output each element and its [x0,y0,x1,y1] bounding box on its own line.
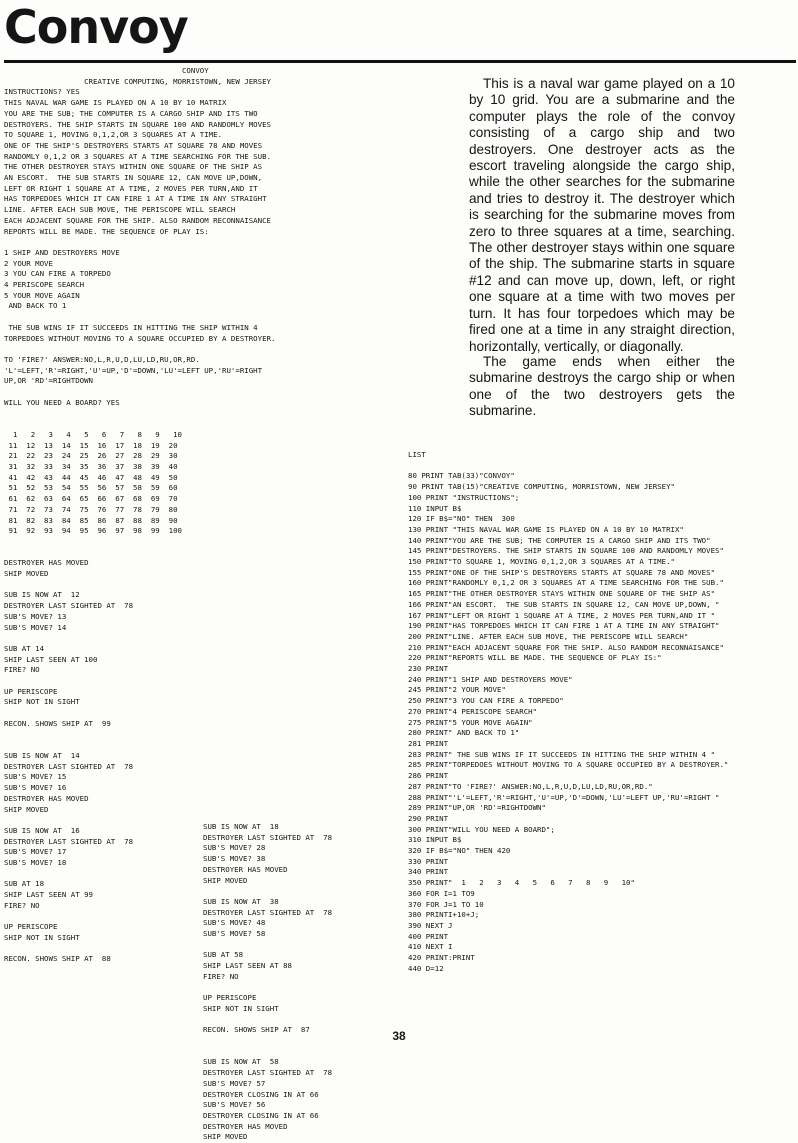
sample-run-left: CONVOY CREATIVE COMPUTING, MORRISTOWN, NEW JERSEY INSTRUCTIONS? YES THIS NAVAL WAR GAME IS PLAYED ON A 10 BY 10 MATRIX YOU ARE THE SUB; THE COMPUTER IS A CARGO SHIP AND ITS TWO DESTROYERS. THE SHIP STARTS IN SQUARE 100 AND RANDOMLY MOVES TO SQUARE 1, MOVING 0,1,2,OR 3 SQUARES AT A TIME. ONE OF THE SHIP'S DESTROYERS STARTS AT SQUARE 78 AND MOVES RANDOMLY 0,1,2 OR 3 SQUARES AT A TIME SEARCHING FOR THE SUB. THE OTHER DESTROYER STAYS WITHIN ONE SQUARE OF THE SHIP AS AN ESCORT. THE SUB STARTS IN SQUARE 12, CAN MOVE UP,DOWN, LEFT OR RIGHT 1 SQUARE AT A TIME, 2 MOVES PER TURN,AND IT HAS TORPEDOES WHICH IT CAN FIRE 1 AT A TIME IN ANY STRAIGHT LINE. AFTER EACH SUB MOVE, THE PERISCOPE WILL SEARCH EACH ADJACENT SQUARE FOR THE SHIP. ALSO RANDOM RECONNAISANCE REPORTS WILL BE MADE. THE SEQUENCE OF PLAY IS: 1 SHIP AND DESTROYERS MOVE 2 YOUR MOVE 3 YOU CAN FIRE A TORPEDO 4 PERISCOPE SEARCH 5 YOUR MOVE AGAIN AND BACK TO 1 THE SUB WINS IF IT SUCCEEDS IN HITTING THE SHIP WITHIN 4 TORPEDOES WITHOUT MOVING TO A SQUARE OCCUPIED BY A DESTROYER. TO 'FIRE?' ANSWER:NO,L,R,U,D,LU,LD,RU,OR,RD. 'L'=LEFT,'R'=RIGHT,'U'=UP,'D'=DOWN,'LU'=LEFT UP,'RU'=RIGHT UP,OR 'RD'=RIGHTDOWN WILL YOU NEED A BOARD? YES 1 2 3 4 5 6 7 8 9 10 11 12 13 14 15 16 17 18 19 20 21 22 23 24 25 26 27 28 29 30 31 32 33 34 35 36 37 38 39 40 41 42 43 44 45 46 47 48 49 50 51 52 53 54 55 56 57 58 59 60 61 62 63 64 65 66 67 68 69 70 71 72 73 74 75 76 77 78 79 80 81 82 83 84 85 86 87 88 89 90 91 92 93 94 95 96 97 98 99 100 DESTROYER HAS MOVED SHIP MOVED SUB IS NOW AT 12 DESTROYER LAST SIGHTED AT 78 SUB'S MOVE? 13 SUB'S MOVE? 14 SUB AT 14 SHIP LAST SEEN AT 100 FIRE? NO UP PERISCOPE SHIP NOT IN SIGHT RECON. SHOWS SHIP AT 99 SUB IS NOW AT 14 DESTROYER LAST SIGHTED AT 78 SUB'S MOVE? 15 SUB'S MOVE? 16 DESTROYER HAS MOVED SHIP MOVED SUB IS NOW AT 16 DESTROYER LAST SIGHTED AT 78 SUB'S MOVE? 17 SUB'S MOVE? 18 SUB AT 18 SHIP LAST SEEN AT 99 FIRE? NO UP PERISCOPE SHIP NOT IN SIGHT RECON. SHOWS SHIP AT 88 [4,66,276,964]
page-number: 38 [392,1029,406,1043]
sample-run-right: SUB IS NOW AT 18 DESTROYER LAST SIGHTED AT 78 SUB'S MOVE? 28 SUB'S MOVE? 38 DESTROYER HAS MOVED SHIP MOVED SUB IS NOW AT 38 DESTROYER LAST SIGHTED AT 78 SUB'S MOVE? 48 SUB'S MOVE? 58 SUB AT 58 SHIP LAST SEEN AT 88 FIRE? NO UP PERISCOPE SHIP NOT IN SIGHT RECON. SHOWS SHIP AT 87 SUB IS NOW AT 58 DESTROYER LAST SIGHTED AT 78 SUB'S MOVE? 57 DESTROYER CLOSING IN AT 66 SUB'S MOVE? 56 DESTROYER CLOSING IN AT 66 DESTROYER HAS MOVED SHIP MOVED [203,822,333,1142]
title-rule [4,60,796,63]
program-listing: LIST 80 PRINT TAB(33)"CONVOY" 90 PRINT TAB(15)"CREATIVE COMPUTING, MORRISTOWN, NEW JERSEY" 100 PRINT "INSTRUCTIONS"; 110 INPUT B$ 120 IF B$="NO" THEN 300 130 PRINT "THIS NAVAL WAR GAME IS PLAYED ON A 10 BY 10 MATRIX" 140 PRINT"YOU ARE THE SUB; THE COMPUTER IS A CARGO SHIP AND ITS TWO" 145 PRINT"DESTROYERS. THE SHIP STARTS IN SQUARE 100 AND RANDOMLY MOVES" 150 PRINT"TO SQUARE 1, MOVING 0,1,2,OR 3 SQUARES AT A TIME." 155 PRINT"ONE OF THE SHIP'S DESTROYERS STARTS AT SQUARE 78 AND MOVES" 160 PRINT"RANDOMLY 0,1,2 OR 3 SQUARES AT A TIME SEARCHING FOR THE SUB." 165 PRINT"THE OTHER DESTROYER STAYS WITHIN ONE SQUARE OF THE SHIP AS" 166 PRINT"AN ESCORT. THE SUB STARTS IN SQUARE 12, CAN MOVE UP,DOWN, " 167 PRINT"LEFT OR RIGHT 1 SQUARE AT A TIME, 2 MOVES PER TURN,AND IT " 190 PRINT"HAS TORPEDOES WHICH IT CAN FIRE 1 AT A TIME IN ANY STRAIGHT" 200 PRINT"LINE. AFTER EACH SUB MOVE, THE PERISCOPE WILL SEARCH" 210 PRINT"EACH ADJACENT SQUARE FOR THE SHIP. ALSO RANDOM RECONNAISANCE" 220 PRINT"REPORTS WILL BE MADE. THE SEQUENCE OF PLAY IS:" 230 PRINT 240 PRINT"1 SHIP AND DESTROYERS MOVE" 245 PRINT"2 YOUR MOVE" 250 PRINT"3 YOU CAN FIRE A TORPEDO" 270 PRINT"4 PERISCOPE SEARCH" 275 PRINT"5 YOUR MOVE AGAIN" 280 PRINT" AND BACK TO 1" 281 PRINT 283 PRINT" THE SUB WINS IF IT SUCCEEDS IN HITTING THE SHIP WITHIN 4 " 285 PRINT"TORPEDOES WITHOUT MOVING TO A SQUARE OCCUPIED BY A DESTROYER." 286 PRINT 287 PRINT"TO 'FIRE?' ANSWER:NO,L,R,U,D,LU,LD,RU,OR,RD." 288 PRINT"'L'=LEFT,'R'=RIGHT,'U'=UP,'D'=DOWN,'LU'=LEFT UP,'RU'=RIGHT " 289 PRINT"UP,OR 'RD'=RIGHTDOWN" 290 PRINT 300 PRINT"WILL YOU NEED A BOARD"; 310 INPUT B$ 320 IF B$="NO" THEN 420 330 PRINT 340 PRINT 350 PRINT" 1 2 3 4 5 6 7 8 9 10" 360 FOR I=1 TO9 370 FOR J=1 TO 10 380 PRINTI+10+J; 390 NEXT J 400 PRINT 410 NEXT I 420 PRINT:PRINT 440 D=12 [408,450,729,973]
description-paragraph-2: The game ends when either the submarine destroys the cargo ship or when one of the two destroyers gets the submarine. [469,354,735,419]
page-title: Convoy [4,0,188,54]
description-paragraph-1: This is a naval war game played on a 10 by 10 grid. You are a submarine and the computer plays the role of the convoy consisting of a cargo ship and two destroyers. One destroyer acts as the escort traveling alongside the cargo ship, while the other searches for the submarine and tries to destroy it. The destroyer which is searching for the submarine moves from zero to three squares at a time, searching. The other destroyer stays within one square of the ship. The submarine starts in square #12 and can move up, down, left, or right one square at a time with two moves per turn. It has four torpedoes which may be fired one at a time in any straight direction, horizontally, vertically, or diagonally. [469,76,735,354]
